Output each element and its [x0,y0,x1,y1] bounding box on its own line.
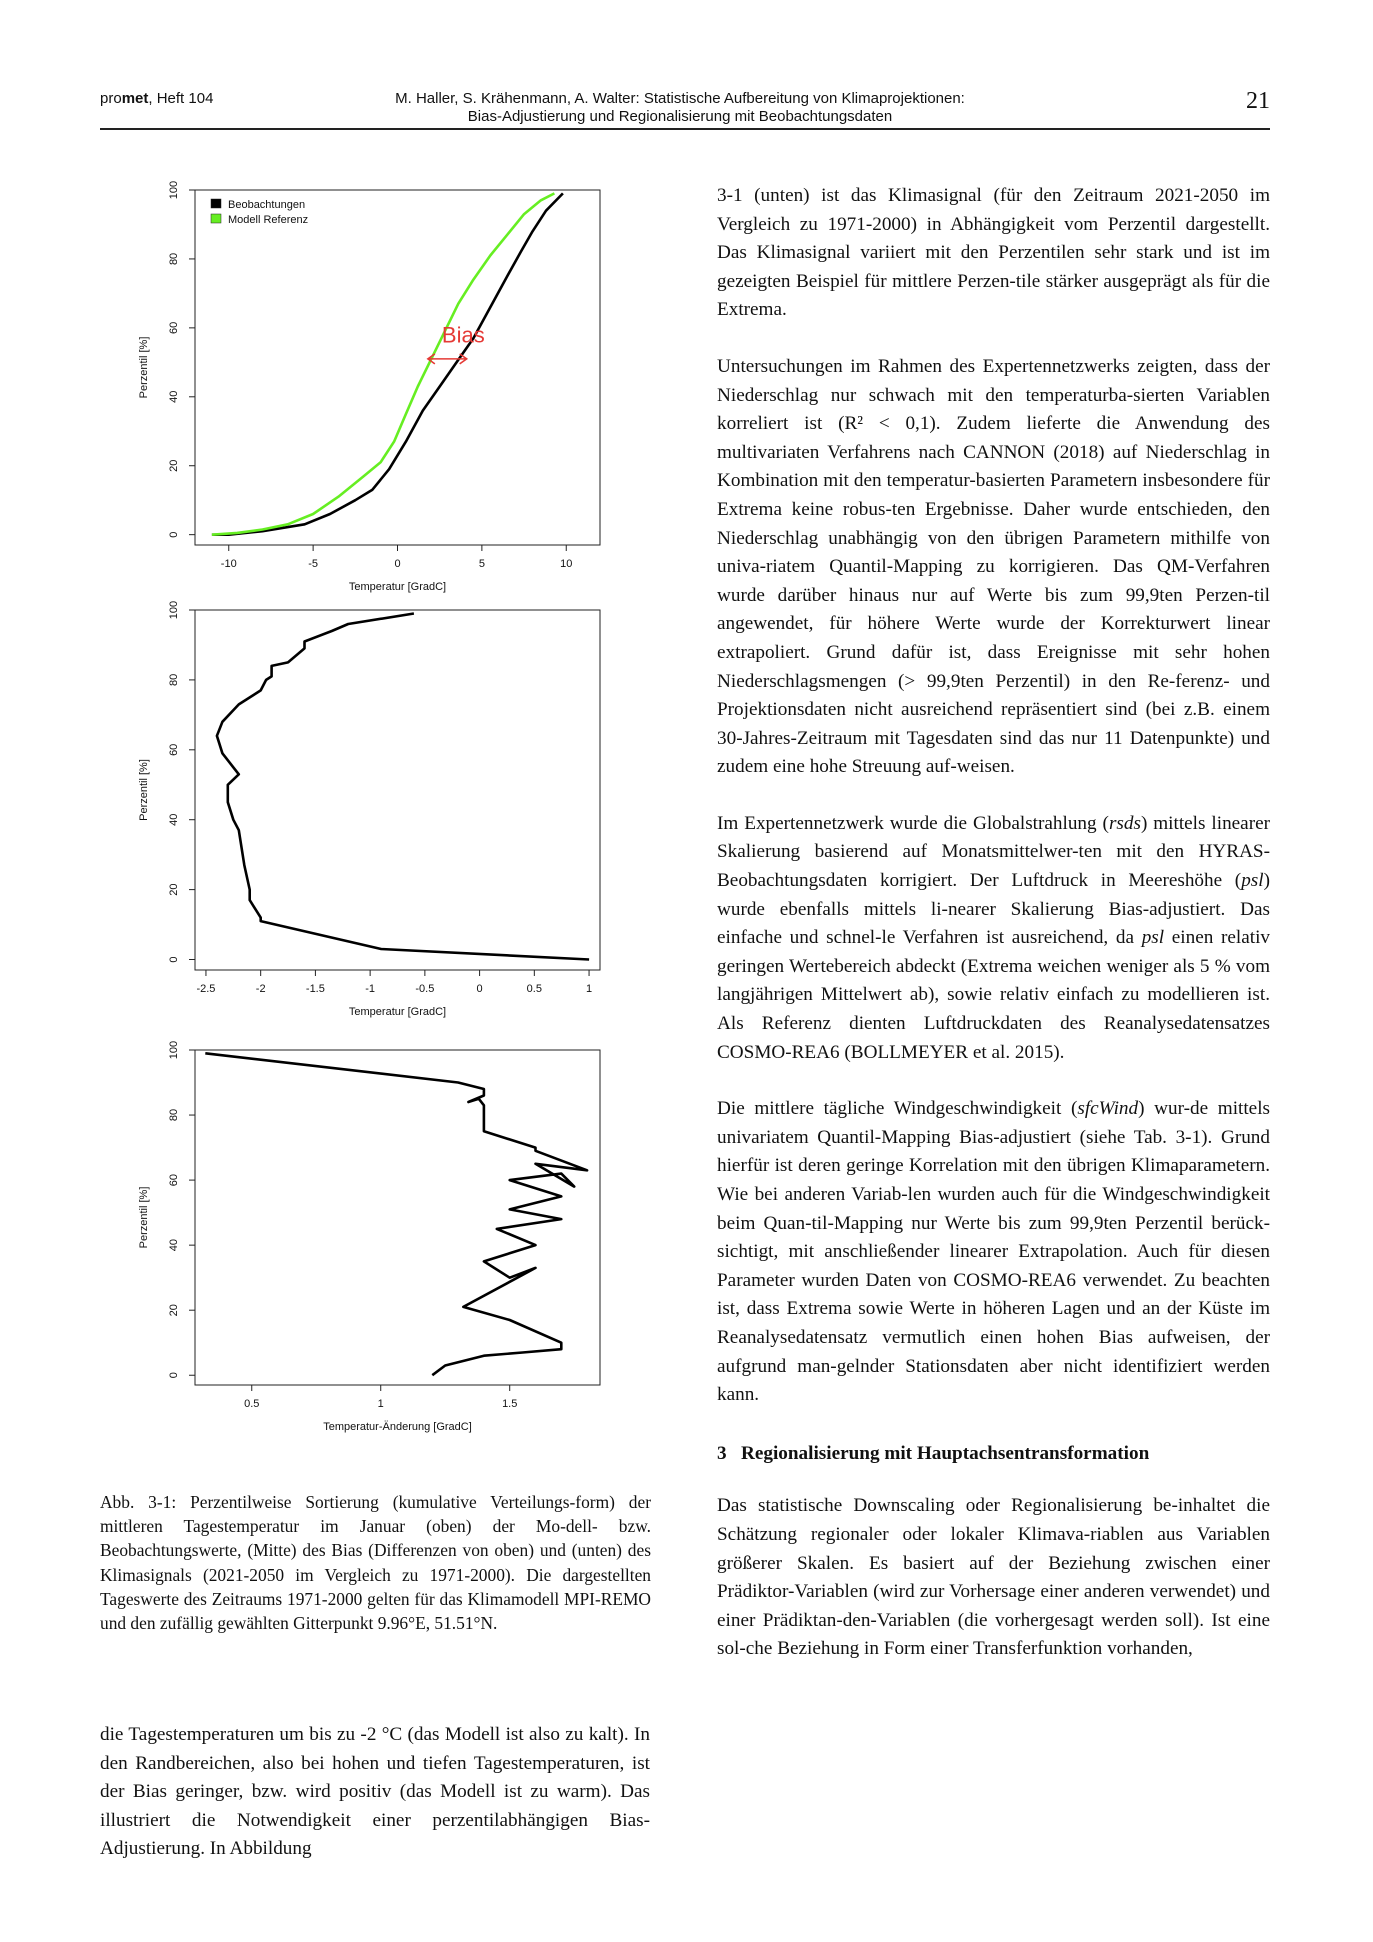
y-tick-label: 0 [168,1372,180,1379]
legend-swatch [211,199,221,208]
x-axis-label: Temperatur [GradC] [348,581,447,593]
x-tick-label: -2.5 [196,983,216,995]
y-tick-label: 0 [168,956,180,963]
y-tick-label: 80 [168,673,180,687]
bias-annotation: Bias [441,322,485,348]
x-axis-label: Temperatur-Änderung [GradC] [323,1421,472,1433]
y-tick-label: 20 [168,459,180,472]
left-column [100,1721,650,1892]
x-tick-label: -2 [255,983,266,995]
paragraph: Das statistische Downscaling oder Regionalisierung be-inhaltet die Schätzung regionaler oder lokaler Klimava-riablen aus Variablen größerer Skalen. Es basiert auf der Beziehung zwischen einer Prädiktor-Variablen (wird zur Vorhersage einer anderen verwendet) und einer Prädiktan-den-Variablen (die vorhergesagt werden soll). Ist eine sol-che Beziehung in Form einer Transferfunktion vorhanden, [717,1495,1270,1660]
figure-caption: Abb. 3-1: Perzentilweise Sortierung (kumulative Verteilungs-form) der mittleren Tagestemperatur im Januar (oben) der Mo-dell- bzw. Beobachtungswerte, (Mitte) des Bias (Differenzen von oben) und (unten) des Klimasignals (2021-2050 im Vergleich zu 1971-2000). Die dargestellten Tageswerte des Zeitraums 1971-2000 gelten für das Klimamodell MPI-REMO und den zufällig gewählten Gitterpunkt 9.96°E, 51.51°N. [100,1492,651,1634]
journal-name: promet, Heft 104 [100,90,214,107]
y-tick-label: 80 [168,252,180,266]
y-tick-label: 100 [168,180,180,200]
legend-label: Modell Referenz [228,214,309,226]
plot-frame [195,610,600,970]
paragraph: die Tagestemperaturen um bis zu -2 °C (das Modell ist also zu kalt). In den Randbereichen, also bei hohen und tiefen Tagestemperaturen, ist der Bias geringer, bzw. wird positiv (das Modell ist zu warm). Das illustriert die Notwendigkeit einer perzentilabhängigen Bias-Adjustierung. In Abbildung [100,1724,650,1860]
x-tick-label: 1 [377,1398,384,1410]
x-tick-label: 0 [394,558,401,570]
y-tick-label: 60 [168,743,180,756]
series-line [212,193,555,534]
x-tick-label: -10 [220,558,237,570]
x-tick-label: -0.5 [415,983,435,995]
x-tick-label: -1 [365,983,376,995]
y-tick-label: 40 [168,813,180,826]
y-tick-label: 40 [168,1239,180,1252]
right-column [717,182,1270,1692]
page-header [0,0,1373,140]
figure-3-1 [0,180,660,1500]
legend-swatch [211,214,221,223]
paragraph: Untersuchungen im Rahmen des Expertennetzwerks zeigten, dass der Niederschlag nur schwach mit den temperaturba-sierten Variablen korreliert ist (R² < 0,1). Zudem lieferte die Anwendung des multivariaten Verfahrens nach CANNON (2018) auf Niederschlag in Kombination mit den temperatur-basierten Parametern insbesondere für Extrema keine robus-ten Ergebnisse. Daher wurde entschieden, den Niederschlag unabhängig von den übrigen Parametern mithilfe von univa-riatem Quantil-Mapping zu korrigieren. Das QM-Verfahren wurde darüber hinaus nur auf Werte bis zum 99,9ten Perzen-til angewendet, für höhere Werte wurde der Korrekturwert linear extrapoliert. Grund dafür ist, dass Ereignisse mit sehr hohen Niederschlagsmengen (> 99,9ten Perzentil) in den Re-ferenz- und Projektionsdaten nicht ausreichend repräsentiert sind (bei z.B. einem 30-Jahres-Zeitraum mit Tagesdaten sind das nur 11 Datenpunkte) und zudem eine hohe Streuung auf-weisen. [717,355,1270,778]
y-tick-label: 20 [168,1304,180,1317]
y-tick-label: 100 [168,1040,180,1060]
series-line [205,1053,587,1375]
y-axis-label: Perzentil [%] [138,336,150,399]
legend-label: Beobachtungen [228,199,306,211]
y-tick-label: 20 [168,883,180,896]
plot-frame [195,190,600,545]
series-line [217,614,589,960]
x-tick-label: 1 [585,983,593,995]
x-tick-label: -1.5 [305,983,325,995]
paragraph: Die mittlere tägliche Windgeschwindigkeit (sfcWind) wur-de mittels univariatem Quantil-Mapping Bias-adjustiert (siehe Tab. 3-1). Grund hierfür ist deren geringe Korrelation mit den übrigen Klimaparametern. Wie bei anderen Variab-len wurden auch für die Windgeschwindigkeit beim Quan-til-Mapping nur Werte bis zum 99,9ten Perzentil berück-sichtigt, mit anschließender linearer Extrapolation. Auch für diesen Parameter wurden Daten von COSMO-REA6 verwendet. Zu beachten ist, dass Extrema sowie Werte in höheren Lagen und an der Küste im Reanalysedatensatz vermutlich einen hohen Bias aufweisen, der aufgrund man-gelnder Stationsdaten aber nicht identifiziert werden kann. [717,1098,1270,1406]
y-tick-label: 40 [168,390,180,403]
x-tick-label: 5 [478,558,485,570]
x-tick-label: 1.5 [502,1398,518,1410]
plot-frame [195,1050,600,1385]
x-axis-label: Temperatur [GradC] [348,1006,447,1018]
paragraph: 3-1 (unten) ist das Klimasignal (für den Zeitraum 2021-2050 im Vergleich zu 1971-2000) in Abhängigkeit vom Perzentil dargestellt. Das Klimasignal variiert mit den Perzentilen sehr stark und ist im gezeigten Beispiel für mittlere Perzen-tile stärker ausgeprägt als für die Extrema. [717,185,1270,321]
page-number: 21 [1246,88,1270,114]
x-tick-label: 10 [560,558,573,570]
section-heading: 3 Regionalisierung mit Hauptachsentransformation [717,1442,1150,1464]
x-tick-label: 0.5 [526,983,542,995]
series-line [212,193,563,534]
paragraph: Im Expertennetzwerk wurde die Globalstrahlung (rsds) mittels linearer Skalierung basierend auf Monatsmittelwer-ten mit den HYRAS-Beobachtungsdaten korrigiert. Der Luftdruck in Meereshöhe (psl) wurde ebenfalls mittels li-nearer Skalierung Bias-adjustiert. Das einfache und schnel-le Verfahren ist ausreichend, da psl einen relativ geringen Wertebereich abdeckt (Extrema weichen weniger als 5 % vom langjährigen Mittelwert ab), sowie relativ einfach zu modellieren ist. Als Referenz dienten Luftdruckdaten des Reanalysedatensatzes COSMO-REA6 (BOLLMEYER et al. 2015). [717,812,1271,1063]
y-tick-label: 80 [168,1108,180,1122]
y-tick-label: 60 [168,321,180,334]
y-axis-label: Perzentil [%] [138,1186,150,1249]
running-title: M. Haller, S. Krähenmann, A. Walter: Statistische Aufbereitung von Klimaprojektionen: Bias-Adjustierung und Regionalisierung mit Beobachtungsdaten [395,90,965,125]
x-tick-label: 0 [476,983,483,995]
y-tick-label: 60 [168,1173,180,1187]
y-axis-label: Perzentil [%] [138,759,150,821]
x-tick-label: -5 [308,558,319,570]
y-tick-label: 100 [168,600,180,620]
header-rule [100,128,1270,130]
y-tick-label: 0 [168,531,180,538]
x-tick-label: 0.5 [244,1398,260,1410]
